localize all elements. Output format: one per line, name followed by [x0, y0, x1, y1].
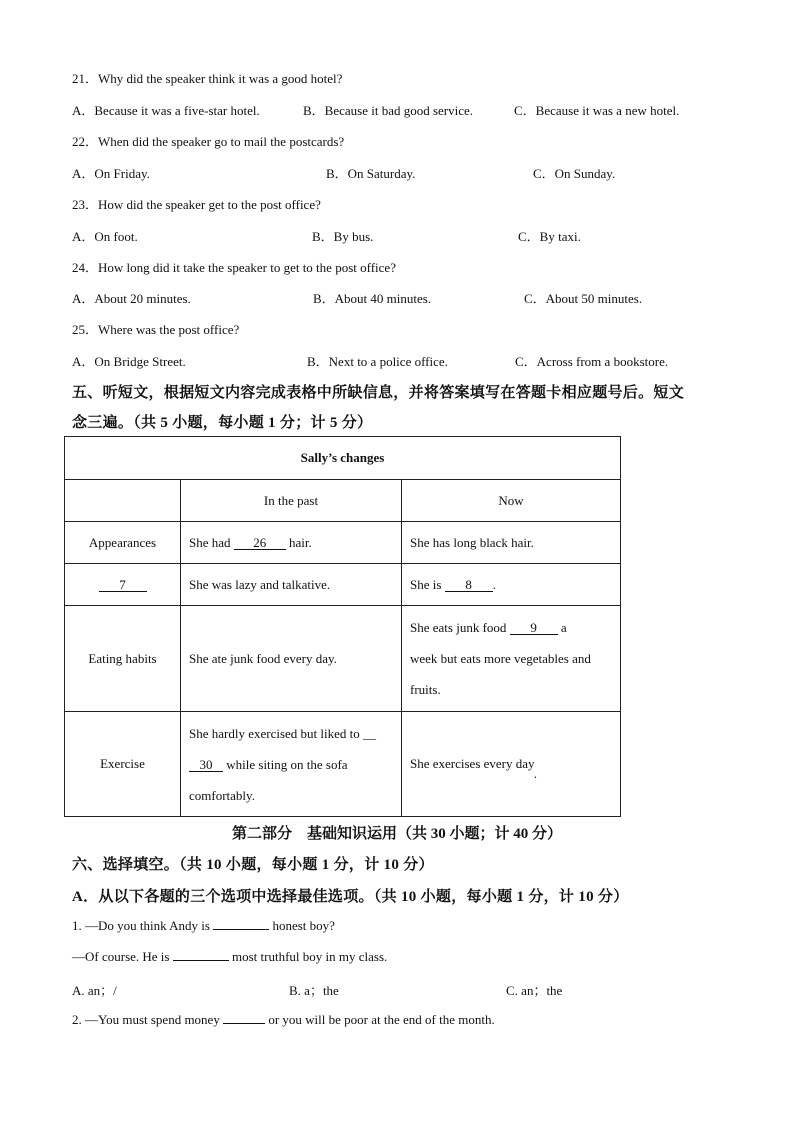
table-header-now: Now — [402, 480, 621, 522]
answer-blank-9: 9 — [510, 621, 558, 635]
row-exercise-now — [402, 712, 621, 817]
table-header-past: In the past — [181, 480, 402, 522]
text-fragment: . — [533, 766, 537, 781]
question-2 — [72, 1012, 495, 1028]
sallys-changes-table — [64, 436, 621, 817]
answer-blank-8: 8 — [445, 578, 493, 592]
question-24: 24．How long did it take the speaker to get to the post office? — [72, 260, 396, 275]
row-eating-habits-past: She ate junk food every day. — [181, 606, 402, 712]
text-fragment: She eats junk food — [410, 620, 510, 635]
section-6-heading: 六、选择填空。（共 10 小题，每小题 1 分，计 10 分） — [72, 857, 434, 873]
q23-option-b: B．By bus. — [312, 229, 374, 244]
q1-option-a: A. an；/ — [72, 983, 117, 998]
section-a-heading: A．从以下各题的三个选项中选择最佳选项。（共 10 小题，每小题 1 分，计 10 分） — [72, 889, 629, 905]
question-25: 25．Where was the post office? — [72, 322, 240, 337]
question-22: 22．When did the speaker go to mail the postcards? — [72, 134, 345, 149]
row-eating-habits-now — [402, 606, 621, 712]
answer-blank — [223, 1023, 265, 1024]
row-7-label — [65, 564, 181, 606]
text-fragment: fruits. — [410, 682, 441, 697]
row-7-now — [402, 564, 621, 606]
text-fragment: comfortably. — [189, 787, 255, 803]
q24-option-c: C．About 50 minutes. — [524, 291, 643, 306]
q25-option-a: A．On Bridge Street. — [72, 354, 186, 369]
q23-option-c: C．By taxi. — [518, 229, 581, 244]
text-fragment: She is — [410, 576, 445, 592]
q22-option-b: B．On Saturday. — [326, 166, 416, 181]
text-fragment: 1. —Do you think Andy is — [72, 918, 214, 933]
q25-option-c: C．Across from a bookstore. — [515, 354, 669, 369]
answer-blank-30: 30 — [189, 758, 223, 772]
text-fragment: —Of course. He is — [72, 949, 173, 964]
text-fragment: week but eats more vegetables and — [410, 651, 591, 666]
text-fragment: . — [492, 576, 496, 592]
q22-option-a: A．On Friday. — [72, 166, 150, 181]
section-5-heading-line1: 五、听短文，根据短文内容完成表格中所缺信息，并将答案填写在答题卡相应题号后。短文 — [72, 385, 685, 401]
table-header-empty — [65, 480, 181, 522]
row-7-past: She was lazy and talkative. — [181, 564, 402, 606]
row-eating-habits-label: Eating habits — [65, 606, 181, 712]
text-fragment: or you will be poor at the end of the month. — [265, 1012, 495, 1027]
question-21: 21．Why did the speaker think it was a good hotel? — [72, 71, 343, 86]
question-1-line-2 — [72, 949, 387, 965]
answer-blank-7: 7 — [99, 578, 147, 592]
text-fragment: 2. —You must spend money — [72, 1012, 224, 1027]
text-fragment: She exercises every day — [410, 756, 534, 771]
row-appearances-past — [181, 522, 402, 564]
q23-option-a: A．On foot. — [72, 229, 138, 244]
text-fragment: while siting on the sofa — [223, 756, 348, 772]
q22-option-c: C．On Sunday. — [533, 166, 616, 181]
row-exercise-label: Exercise — [65, 712, 181, 817]
text-fragment: She hardly exercised but liked to __ — [189, 725, 377, 741]
question-23: 23．How did the speaker get to the post office? — [72, 197, 321, 212]
table-title: Sally’s changes — [65, 437, 621, 480]
row-exercise-past — [181, 712, 402, 817]
q1-option-b: B. a；the — [289, 983, 339, 998]
row-appearances-now: She has long black hair. — [402, 522, 621, 564]
text-fragment: hair. — [285, 534, 312, 550]
row-appearances-label: Appearances — [65, 522, 181, 564]
part-2-heading: 第二部分 基础知识运用（共 30 小题；计 40 分） — [231, 826, 562, 842]
text-fragment: She had — [189, 534, 234, 550]
q24-option-a: A．About 20 minutes. — [72, 291, 191, 306]
answer-blank — [173, 960, 229, 961]
text-fragment: a — [557, 620, 567, 635]
answer-blank — [213, 929, 269, 930]
q21-option-c: C．Because it was a new hotel. — [514, 103, 680, 118]
text-fragment: honest boy? — [269, 918, 335, 933]
q25-option-b: B．Next to a police office. — [307, 354, 448, 369]
question-1-line-1 — [72, 918, 335, 934]
q1-option-c: C. an；the — [506, 983, 563, 998]
q21-option-a: A．Because it was a five-star hotel. — [72, 103, 260, 118]
q21-option-b: B．Because it bad good service. — [303, 103, 474, 118]
answer-blank-26: 26 — [234, 536, 286, 550]
text-fragment: most truthful boy in my class. — [228, 949, 388, 964]
section-5-heading-line2: 念三遍。（共 5 小题，每小题 1 分；计 5 分） — [72, 415, 373, 431]
q24-option-b: B．About 40 minutes. — [313, 291, 432, 306]
